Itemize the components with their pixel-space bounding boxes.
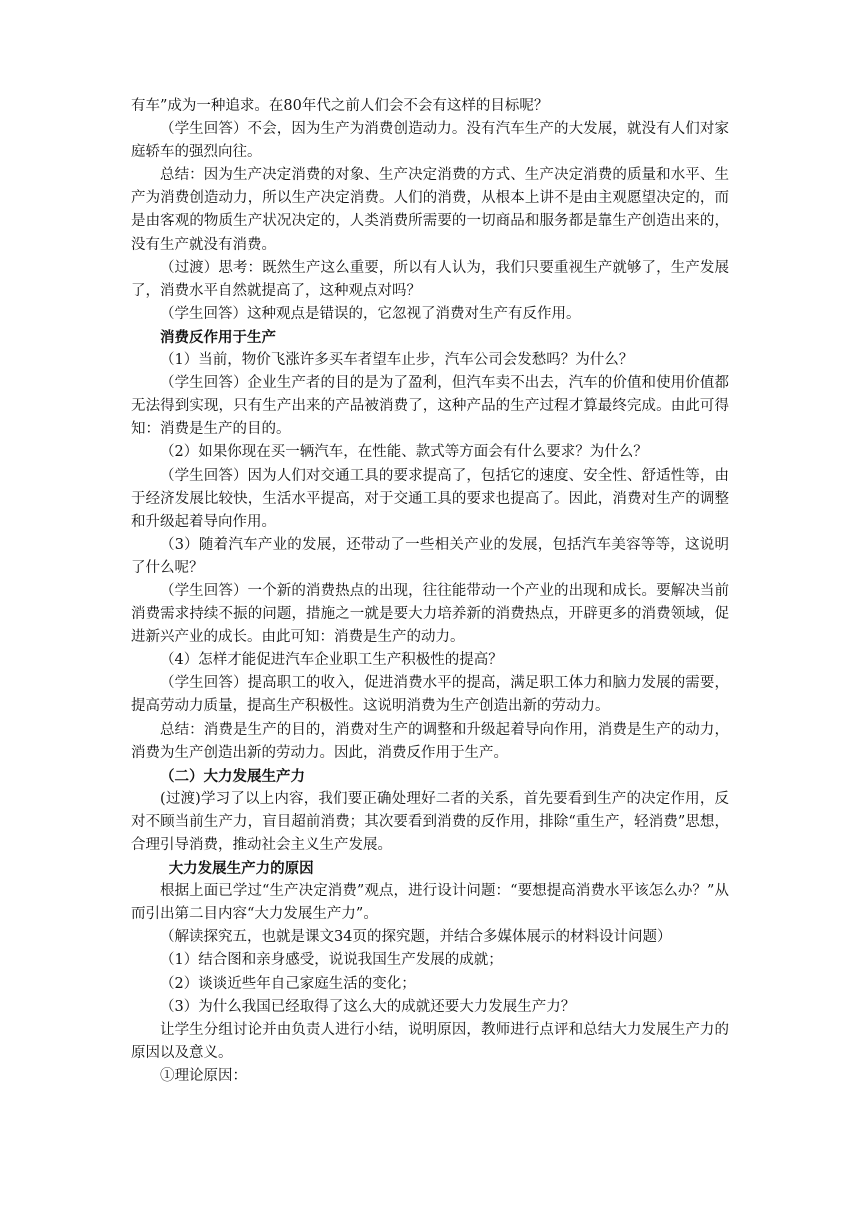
paragraph-25: ①理论原因： — [160, 1067, 247, 1084]
paragraph-10: （学生回答）因为人们对交通工具的要求提高了，包括它的速度、安全性、舒适性等，由于经济发展比较快，生活水平提高，对于交通工具的要求也提高了。因此，消费对生产的调整和升级起着导向作用。 — [131, 467, 729, 530]
paragraph-15: 总结：消费是生产的目的，消费对生产的调整和升级起着导向作用，消费是生产的动力，消费为生产创造出新的劳动力。因此，消费反作用于生产。 — [131, 721, 729, 761]
paragraph-12: （学生回答）一个新的消费热点的出现，往往能带动一个产业的出现和成长。要解决当前消费需求持续不振的问题，措施之一就是要大力培养新的消费热点，开辟更多的消费领域，促进新兴产业的成长。由此可知：消费是生产的动力。 — [131, 582, 729, 646]
paragraph-19: 根据上面已学过“生产决定消费”观点，进行设计问题：“要想提高消费水平该怎么办？”从而引出第二目内容“大力发展生产力”。 — [131, 883, 729, 923]
paragraph-14: （学生回答）提高职工的收入，促进消费水平的提高，满足职工体力和脑力发展的需要，提高劳动力质量，提高生产积极性。这说明消费为生产创造出新的劳动力。 — [131, 675, 729, 715]
paragraph-17: (过渡)学习了以上内容，我们要正确处理好二者的关系，首先要看到生产的决定作用，反对不顾当前生产力，盲目超前消费；其次要看到消费的反作用，排除“重生产，轻消费”思想，合理引导消费，推动社会主义生产发展。 — [131, 790, 729, 853]
section-heading-reasons: 大力发展生产力的原因 — [168, 860, 314, 878]
paragraph-4: （过渡）思考：既然生产这么重要，所以有人认为，我们只要重视生产就够了，生产发展了，消费水平自然就提高了，这种观点对吗？ — [131, 259, 729, 299]
paragraph-24: 让学生分组讨论并由负责人进行小结，说明原因，教师进行点评和总结大力发展生产力的原因以及意义。 — [131, 1021, 729, 1061]
paragraph-9: （2）如果你现在买一辆汽车，在性能、款式等方面会有什么要求？为什么？ — [160, 444, 648, 461]
paragraph-8: （学生回答）企业生产者的目的是为了盈利，但汽车卖不出去，汽车的价值和使用价值都无法得到实现，只有生产出来的产品被消费了，这种产品的生产过程才算最终完成。由此可得知：消费是生产的目的。 — [131, 375, 729, 438]
paragraph-2: （学生回答）不会，因为生产为消费创造动力。没有汽车生产的大发展，就没有人们对家庭轿车的强烈向往。 — [131, 121, 729, 161]
paragraph-23: （3）为什么我国已经取得了这么大的成就还要大力发展生产力？ — [160, 998, 576, 1015]
paragraph-20: （解读探究五，也就是课文34页的探究题，并结合多媒体展示的材料设计问题） — [160, 929, 672, 946]
section-heading-develop-productivity: （二）大力发展生产力 — [160, 767, 305, 785]
paragraph-7: （1）当前，物价飞涨许多买车者望车止步，汽车公司会发愁吗？为什么？ — [160, 352, 634, 369]
paragraph-21: （1）结合图和亲身感受，说说我国生产发展的成就； — [160, 952, 503, 969]
document-page — [131, 95, 729, 1088]
paragraph-5: （学生回答）这种观点是错误的，它忽视了消费对生产有反作用。 — [160, 305, 581, 322]
paragraph-3: 总结：因为生产决定消费的对象、生产决定消费的方式、生产决定消费的质量和水平、生产为消费创造动力，所以生产决定消费。人们的消费，从根本上讲不是由主观愿望决定的，而是由客观的物质生产状况决定的，人类消费所需要的一切商品和服务都是靠生产创造出来的，没有生产就没有消费。 — [131, 167, 729, 253]
paragraph-11: （3）随着汽车产业的发展，还带动了一些相关产业的发展，包括汽车美容等等，这说明了什么呢？ — [131, 536, 729, 576]
section-heading-consumption-reacts: 消费反作用于生产 — [160, 328, 276, 346]
paragraph-22: （2）谈谈近些年自己家庭生活的变化； — [160, 975, 416, 992]
paragraph-1: 有车”成为一种追求。在80年代之前人们会不会有这样的目标呢？ — [131, 98, 549, 114]
paragraph-13: （4）怎样才能促进汽车企业职工生产积极性的提高？ — [160, 652, 503, 669]
